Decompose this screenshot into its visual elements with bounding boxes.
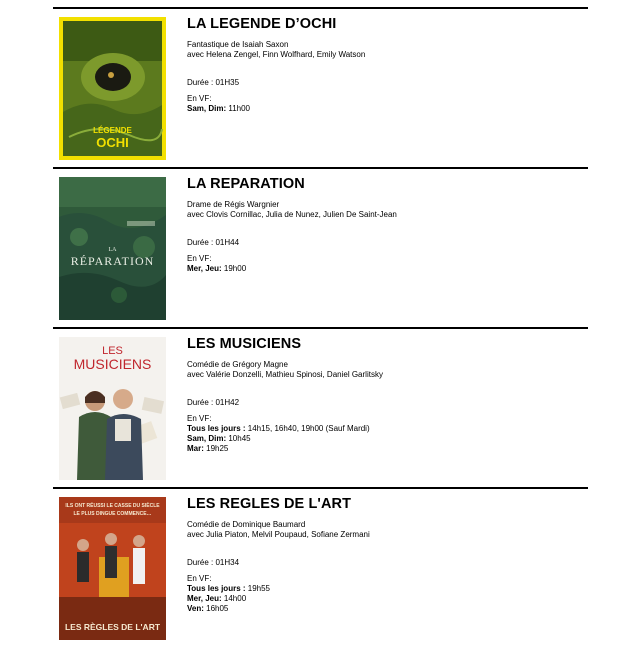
schedule-line	[187, 604, 587, 614]
schedule-line	[187, 584, 587, 594]
schedule-times: 11h00	[226, 104, 250, 113]
movie-genre: Comédie de Grégory Magne	[187, 360, 288, 369]
poster-tagline: LE PLUS DINGUE COMMENCE…	[73, 511, 152, 517]
movie-title: LA REPARATION	[187, 176, 305, 192]
movie-entry	[53, 327, 588, 487]
schedule-times: 19h25	[203, 444, 229, 453]
movie-info	[187, 496, 587, 614]
movie-title: LA LEGENDE D’OCHI	[187, 16, 337, 32]
schedule-days: Ven:	[187, 604, 204, 613]
schedule-line	[187, 594, 587, 604]
poster-title: RÉPARATION	[70, 254, 155, 268]
movie-version: En VF:	[187, 574, 212, 583]
movie-info	[187, 176, 587, 274]
schedule-times: 19h00	[221, 264, 247, 273]
movie-title: LES REGLES DE L'ART	[187, 496, 352, 512]
divider	[53, 487, 588, 489]
movie-duration: Durée : 01H44	[187, 238, 240, 247]
movie-duration: Durée : 01H35	[187, 78, 240, 87]
movie-genre: Drame de Régis Wargnier	[187, 200, 280, 209]
schedule-days: Mar:	[187, 444, 204, 453]
schedule-times: 14h00	[221, 594, 247, 603]
movie-entry	[53, 7, 588, 167]
schedule-times: 19h55	[245, 584, 270, 593]
schedule-times: 14h15, 16h40, 19h00 (Sauf Mardi)	[245, 424, 370, 433]
movie-cast: avec Helena Zengel, Finn Wolfhard, Emily Watson	[187, 50, 366, 59]
movie-duration: Durée : 01H34	[187, 558, 240, 567]
schedule-days: Mer, Jeu:	[187, 594, 222, 603]
movie-info	[187, 16, 587, 114]
movie-poster	[59, 337, 166, 480]
schedule-line	[187, 104, 587, 114]
schedule-line	[187, 264, 587, 274]
movie-poster	[59, 497, 166, 640]
movie-cast: avec Clovis Cornillac, Julia de Nunez, Julien De Saint-Jean	[187, 210, 397, 219]
poster-title: LES RÈGLES DE L'ART	[64, 622, 161, 632]
schedule-days: Sam, Dim:	[187, 434, 227, 443]
schedule-days: Tous les jours :	[187, 424, 246, 433]
movie-poster	[59, 177, 166, 320]
poster-title: MUSICIENS	[73, 356, 152, 372]
movie-cast: avec Valérie Donzelli, Mathieu Spinosi, Daniel Garlitsky	[187, 370, 383, 379]
poster-title: LÉGENDE	[93, 126, 132, 135]
movie-duration: Durée : 01H42	[187, 398, 240, 407]
movie-info	[187, 336, 587, 454]
schedule-line	[187, 434, 587, 444]
movie-cast: avec Julia Piaton, Melvil Poupaud, Sofiane Zermani	[187, 530, 370, 539]
schedule-days: Sam, Dim:	[187, 104, 227, 113]
schedule-days: Tous les jours :	[187, 584, 246, 593]
movie-poster	[59, 17, 166, 160]
divider	[53, 167, 588, 169]
movie-genre: Fantastique de Isaiah Saxon	[187, 40, 289, 49]
divider	[53, 327, 588, 329]
movie-entry	[53, 487, 588, 647]
movie-genre: Comédie de Dominique Baumard	[187, 520, 306, 529]
movie-title: LES MUSICIENS	[187, 336, 302, 352]
movie-version: En VF:	[187, 94, 212, 103]
movie-entry	[53, 167, 588, 327]
poster-prefix: LA	[108, 247, 117, 253]
poster-title: LES	[102, 345, 123, 357]
divider	[53, 7, 588, 9]
movie-version: En VF:	[187, 414, 212, 423]
poster-title: OCHI	[96, 135, 129, 150]
schedule-days: Mer, Jeu:	[187, 264, 222, 273]
poster-tagline: ILS ONT RÉUSSI LE CASSE DU SIÈCLE	[65, 503, 160, 509]
schedule-times: 16h05	[203, 604, 229, 613]
schedule-line	[187, 424, 587, 434]
movie-version: En VF:	[187, 254, 212, 263]
schedule-line	[187, 444, 587, 454]
schedule-times: 10h45	[226, 434, 251, 443]
